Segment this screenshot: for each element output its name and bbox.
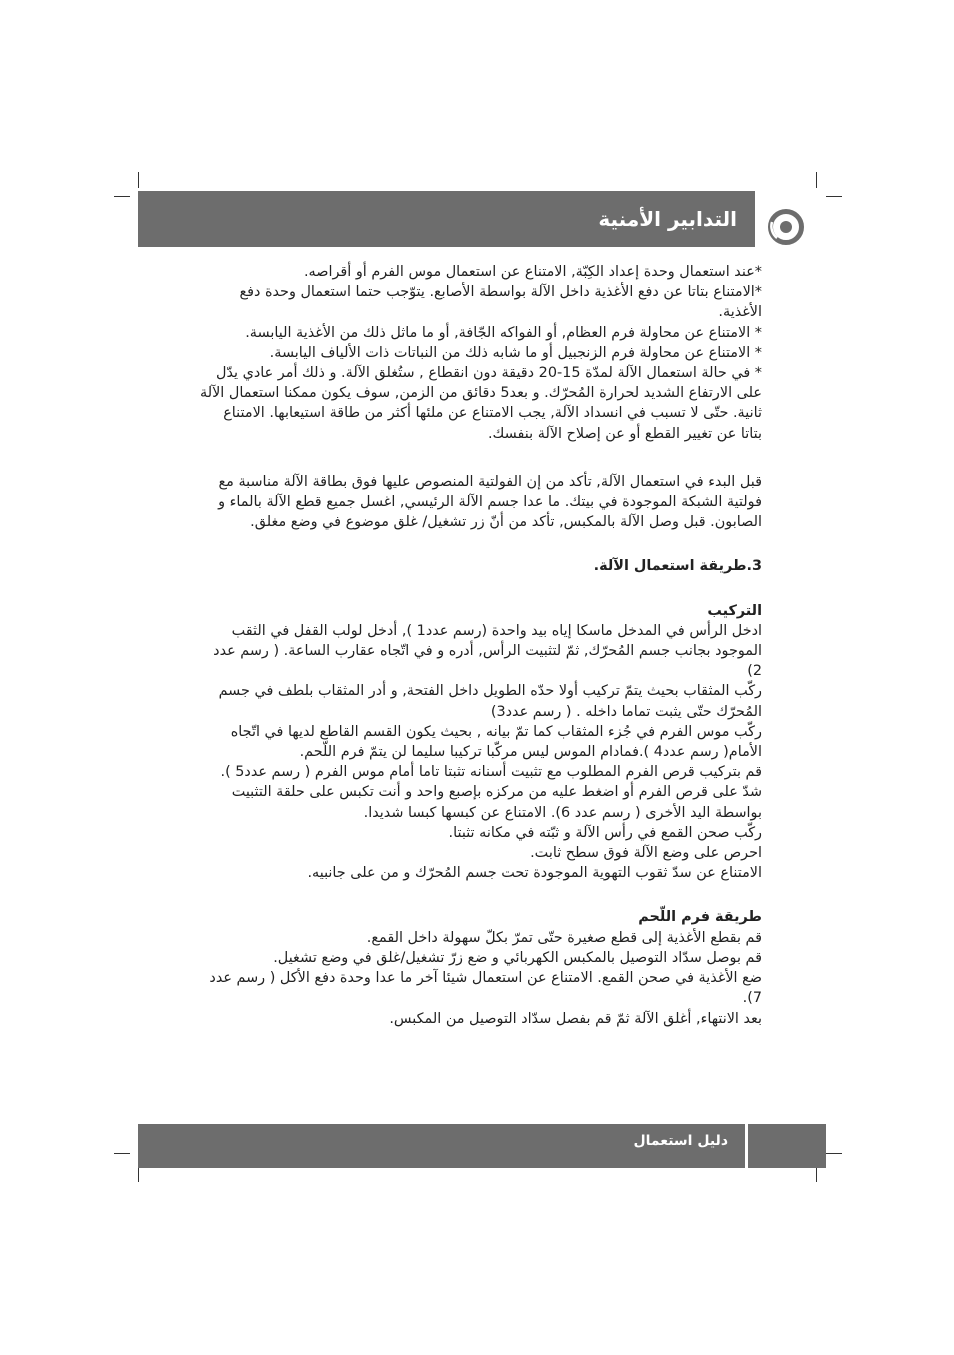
- section-heading: 3.طريقة استعمال الآلة.: [593, 558, 762, 575]
- document-body: [200, 262, 762, 1029]
- assembly-step: الامتناع عن سدّ ثقوب التهوية الموجودة تحت جسم المُحرّك و من على جانبيه.: [307, 865, 762, 882]
- page-title: التدابير الأمنية: [598, 207, 737, 231]
- crop-mark: [826, 196, 842, 197]
- crop-mark: [114, 196, 130, 197]
- mincing-heading: طريقة فرم اللّحم: [638, 909, 762, 926]
- crop-mark: [138, 172, 139, 188]
- assembly-step: احرص على وضع الآلة فوق سطح ثابت.: [530, 845, 762, 862]
- assembly-step: ركّب المثقاب بحيث يتمّ تركيب أولا حدّه الطويل داخل الفتحة, و أدر المثقاب بلطف في جسم المُحرّك حتّى يثبت تماما داخله . ( رسم عدد3): [218, 683, 762, 720]
- footer-divider: [745, 1124, 748, 1168]
- safety-item: * الامتناع عن محاولة فرم الزنجبيل أو ما شابه ذلك من النباتات ذات الألياف اليابسة.: [269, 344, 762, 361]
- mincing-step: قم بقطع الأغذية إلى قطع صغيرة حتّى تمرّ بكلّ سهولة داخل القمع.: [366, 929, 762, 946]
- mincing-step: بعد الانتهاء, أغلق الآلة ثمّ قم بفصل سدّاد التوصيل من المكبس.: [389, 1010, 762, 1027]
- crop-mark: [826, 1153, 842, 1154]
- brand-logo-icon: [767, 208, 805, 246]
- safety-item: *الامتناع بتاتا عن دفع الأغذية داخل الآلة بواسطة الأصابع. يتوّجب حتما استعمال وحدة دفع الأغذية.: [239, 284, 762, 321]
- crop-mark: [816, 172, 817, 188]
- safety-item: * في حالة استعمال الآلة لمدّة 15-20 دقيقة دون انقطاع , ستُغلق الآلة. و ذلك أمر عادي يدّل على الارتفاع الشديد لحرارة المُحرّك. و بعد5 دقائق من الزمن, سوف يكون ممكنا استعمال الآلة ثانية. حتّى لا تسبب في انسداد الآلة, يجب الامتناع عن ملئها أكثر من طاقة استيعابها. الامتناع بتاتا عن تغيير القطع أو عن إصلاح الآلة بنفسك.: [200, 365, 762, 442]
- safety-item: *عند استعمال وحدة إعداد الكِبّة, الامتناع عن استعمال موس الفرم أو أقراصه.: [303, 264, 762, 280]
- crop-mark: [816, 1166, 817, 1182]
- assembly-heading: التركيب: [707, 602, 762, 619]
- mincing-step: قم بوصل سدّاد التوصيل بالمكبس الكهربائي و ضع زرّ تشغيل/غلق في وضع تشغيل.: [273, 949, 762, 966]
- assembly-step: قم بتركيب قرص الفرم المطلوب مع تثبيت أسنانه تثبتا تاما أمام موس الفرم ( رسم عدد5 ).: [220, 764, 762, 781]
- assembly-step: ركّب صحن القمع في رأس الآلة و ثبّته في مكانه تثبتا.: [448, 824, 762, 841]
- footer-label: دليل استعمال: [633, 1133, 728, 1149]
- assembly-step: ركّب موس الفرم في جُزء المثقاب كما تمّ بيانه , بحيث يكون القسم القاطع لديها في اتّجاه الأمام( رسم عدد4 ).فمادام الموس ليس مركّبا تركيبا سليما لن يتمّ فرم اللّحم.: [230, 723, 762, 761]
- assembly-step: ادخل الرأس في المدخل ماسكا إياه بيد واحدة (رسم عدد1 ), أدخل لولب القفل في الثقب الموجود بجانب جسم المُحرّك, ثمّ لتثبيت الرأس, أدره و في اتّجاه عقارب الساعة. ( رسم عدد 2): [213, 622, 762, 680]
- crop-mark: [138, 1166, 139, 1182]
- safety-item: * الامتناع عن محاولة فرم العظام, أو الفواكه الجّافة, أو ما ماثل ذلك من الأغذية اليابسة.: [245, 324, 762, 341]
- assembly-step: شدّ على قرص الفرم أو اضغط عليه من مركزه بإصبع واحد و أنت تكبس على حلقة التثبيت بواسطة اليد الأخرى ( رسم عدد 6). الامتناع عن كبسها كبسا شديدا.: [231, 784, 762, 821]
- footer-bar: [138, 1124, 826, 1168]
- header-bar: [138, 191, 755, 247]
- mincing-step: ضع الأغذية في صحن القمع. الامتناع عن استعمال شيئا آخر ما عدا وحدة دفع الأكل ( رسم عدد 7).: [209, 970, 762, 1007]
- crop-mark: [114, 1153, 130, 1154]
- intro-paragraph: قبل البدء في استعمال الآلة, تأكد من إن الفولتية المنصوص عليها فوق بطاقة الآلة مناسبة مع فولتية الشبكة الموجودة في بيتك. ما عدا جسم الآلة الرئيسي, اغسل جميع قطع الآلة بالماء و الصابون. قبل وصل الآلة بالمكبس, تأكد من أنّ زر تشغيل/ غلق موضوع في وضع مغلق.: [218, 473, 762, 531]
